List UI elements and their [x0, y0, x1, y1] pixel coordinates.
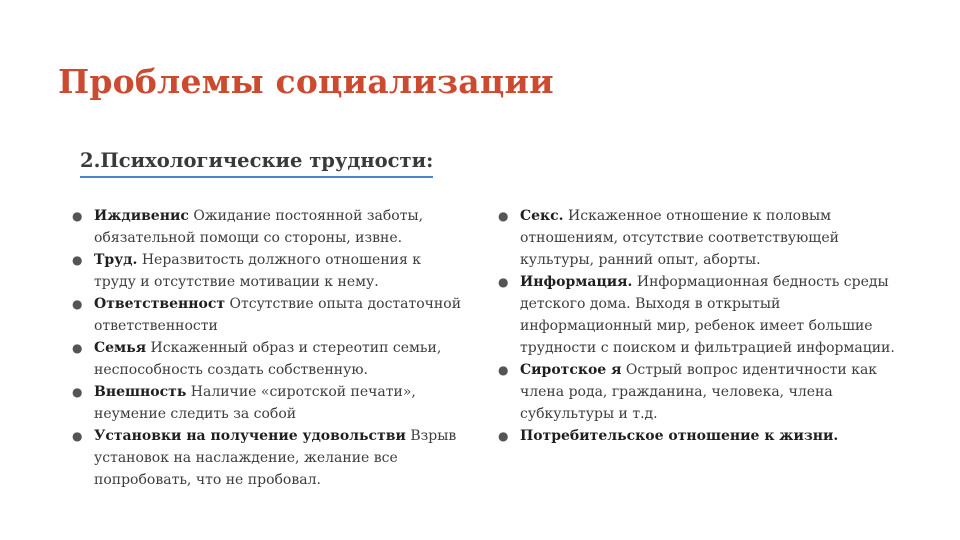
item-term: Труд. — [94, 252, 138, 268]
item-text: Взрыв установок на наслаждение, желание все попробовать, что не пробовал. — [94, 428, 457, 488]
list-item — [72, 381, 467, 425]
item-term: Потребительское отношение к жизни. — [520, 428, 839, 444]
item-term: Ответственност — [94, 296, 226, 312]
item-term: Сиротское я — [520, 362, 622, 378]
slide-subtitle: 2.Психологические трудности: — [80, 149, 433, 178]
list-item — [498, 425, 898, 447]
bullet-icon: ● — [72, 297, 83, 311]
bullet-icon: ● — [498, 429, 509, 443]
item-text: Искаженный образ и стереотип семьи, неспособность создать собственную. — [94, 340, 442, 378]
item-term: Информация. — [520, 274, 633, 290]
item-text: Искаженное отношение к половым отношениям, отсутствие соответствующей культуры, ранний опыт, аборты. — [520, 208, 839, 268]
item-term: Внешность — [94, 384, 187, 400]
bullet-icon: ● — [498, 363, 509, 377]
item-text: Ожидание постоянной заботы, обязательной помощи со стороны, извне. — [94, 208, 424, 246]
left-bullet-list — [72, 205, 467, 491]
item-text: Неразвитость должного отношения к труду и отсутствие мотивации к нему. — [94, 252, 422, 290]
item-term: Секс. — [520, 208, 564, 224]
item-text: Острый вопрос идентичности как члена рода, гражданина, человека, члена субкультуры и т.д. — [520, 362, 878, 422]
bullet-icon: ● — [498, 209, 509, 223]
item-term: Установки на получение удовольстви — [94, 428, 406, 444]
item-term: Иждивенис — [94, 208, 189, 224]
bullet-icon: ● — [72, 209, 83, 223]
list-item — [498, 359, 898, 425]
item-text: Отсутствие опыта достаточной ответственности — [94, 296, 462, 334]
list-item — [72, 249, 467, 293]
bullet-icon: ● — [72, 341, 83, 355]
list-item — [72, 425, 467, 491]
right-bullet-list — [498, 205, 898, 447]
bullet-icon: ● — [498, 275, 509, 289]
list-item — [72, 205, 467, 249]
item-text: Наличие «сиротской печати», неумение следить за собой — [94, 384, 416, 422]
bullet-icon: ● — [72, 429, 83, 443]
item-text: Информационная бедность среды детского дома. Выходя в открытый информационный мир, ребенок имеет большие трудности с поиском и фильтрацией информации. — [520, 274, 895, 356]
slide-title: Проблемы социализации — [58, 62, 554, 101]
list-item — [498, 271, 898, 359]
list-item — [72, 337, 467, 381]
bullet-icon: ● — [72, 385, 83, 399]
bullet-icon: ● — [72, 253, 83, 267]
item-term: Семья — [94, 340, 147, 356]
list-item — [498, 205, 898, 271]
list-item — [72, 293, 467, 337]
